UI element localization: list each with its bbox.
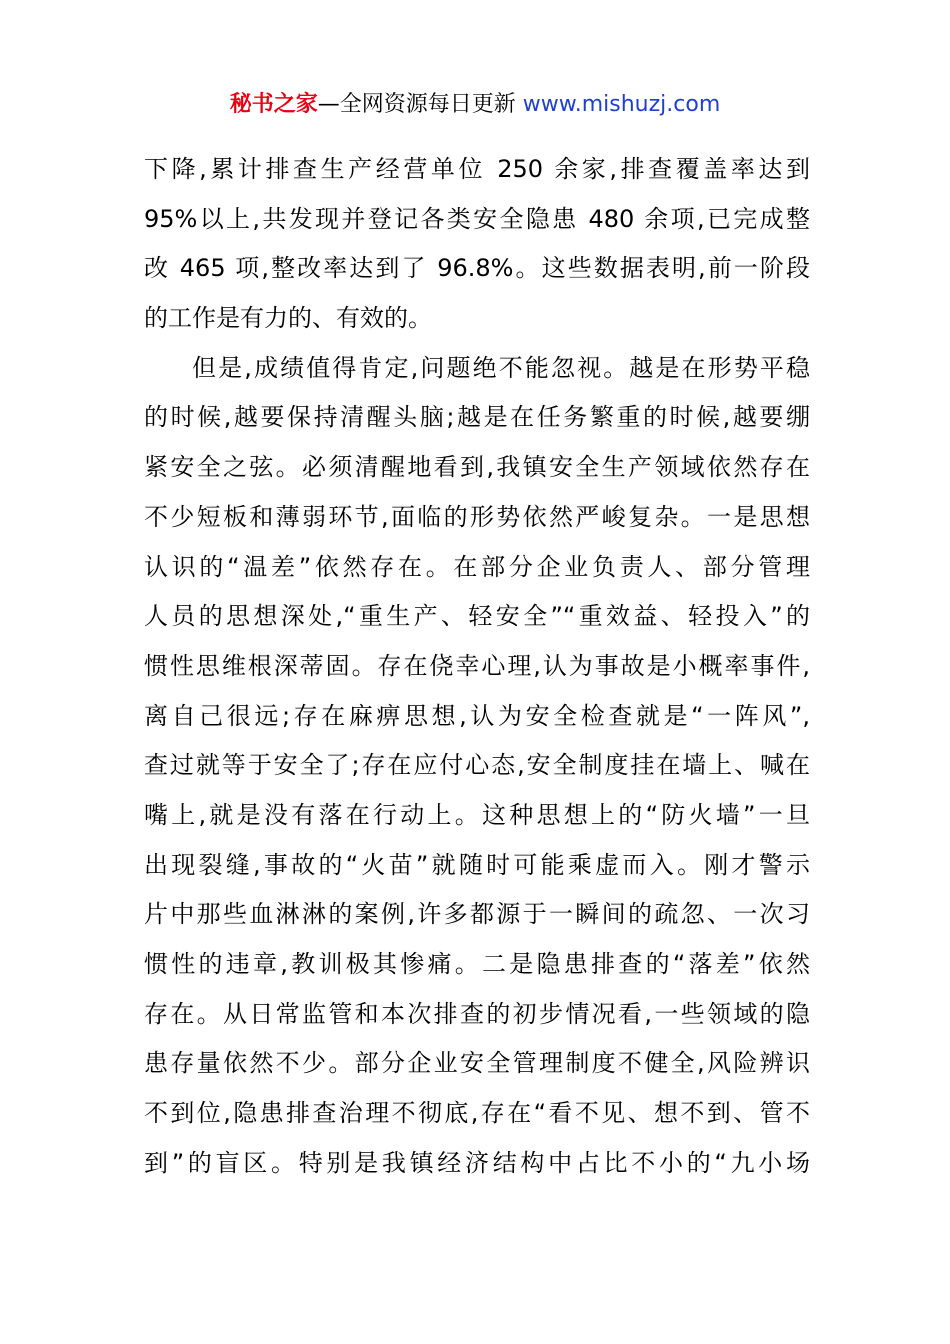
text-line: 查过就等于安全了;存在应付心态,安全制度挂在墙上、喊在 <box>144 751 810 780</box>
text-line: 到”的盲区。特别是我镇经济结构中占比不小的“九小场 <box>144 1148 810 1177</box>
text-line: 存在。从日常监管和本次排查的初步情况看,一些领域的隐 <box>144 999 810 1028</box>
text-line: 的时候,越要保持清醒头脑;越是在任务繁重的时候,越要绷 <box>144 403 810 432</box>
text-line: 95%以上,共发现并登记各类安全隐患 480 余项,已完成整 <box>144 204 810 233</box>
text-line: 紧安全之弦。必须清醒地看到,我镇安全生产领域依然存在 <box>144 453 810 482</box>
paragraph-1 <box>144 145 810 344</box>
text-line: 惯性思维根深蒂固。存在侥幸心理,认为事故是小概率事件, <box>144 651 810 680</box>
text-line: 片中那些血淋淋的案例,许多都源于一瞬间的疏忽、一次习 <box>144 900 810 929</box>
header-tagline: —全网资源每日更新 <box>317 92 516 117</box>
text-line: 嘴上,就是没有落在行动上。这种思想上的“防火墙”一旦 <box>144 800 810 829</box>
text-line: 的工作是有力的、有效的。 <box>144 304 432 333</box>
page-header <box>0 89 950 121</box>
site-url-link[interactable]: www.mishuzj.com <box>522 92 721 117</box>
text-line: 不少短板和薄弱环节,面临的形势依然严峻复杂。一是思想 <box>144 502 810 531</box>
text-line: 改 465 项,整改率达到了 96.8%。这些数据表明,前一阶段 <box>144 254 810 283</box>
text-line: 但是,成绩值得肯定,问题绝不能忽视。越是在形势平稳 <box>192 353 810 382</box>
document-body <box>144 145 810 1188</box>
text-line: 患存量依然不少。部分企业安全管理制度不健全,风险辨识 <box>144 1049 810 1078</box>
brand-name: 秘书之家 <box>229 92 318 117</box>
text-line: 出现裂缝,事故的“火苗”就随时可能乘虚而入。刚才警示 <box>144 850 810 879</box>
text-line: 不到位,隐患排查治理不彻底,存在“看不见、想不到、管不 <box>144 1099 810 1128</box>
text-line: 惯性的违章,教训极其惨痛。二是隐患排查的“落差”依然 <box>144 950 810 978</box>
text-line: 认识的“温差”依然存在。在部分企业负责人、部分管理 <box>144 552 810 581</box>
text-line: 人员的思想深处,“重生产、轻安全”“重效益、轻投入”的 <box>144 602 810 631</box>
text-line: 离自己很远;存在麻痹思想,认为安全检查就是“一阵风”, <box>144 701 810 730</box>
paragraph-2 <box>144 344 810 1189</box>
text-line: 下降,累计排查生产经营单位 250 余家,排查覆盖率达到 <box>144 155 810 183</box>
